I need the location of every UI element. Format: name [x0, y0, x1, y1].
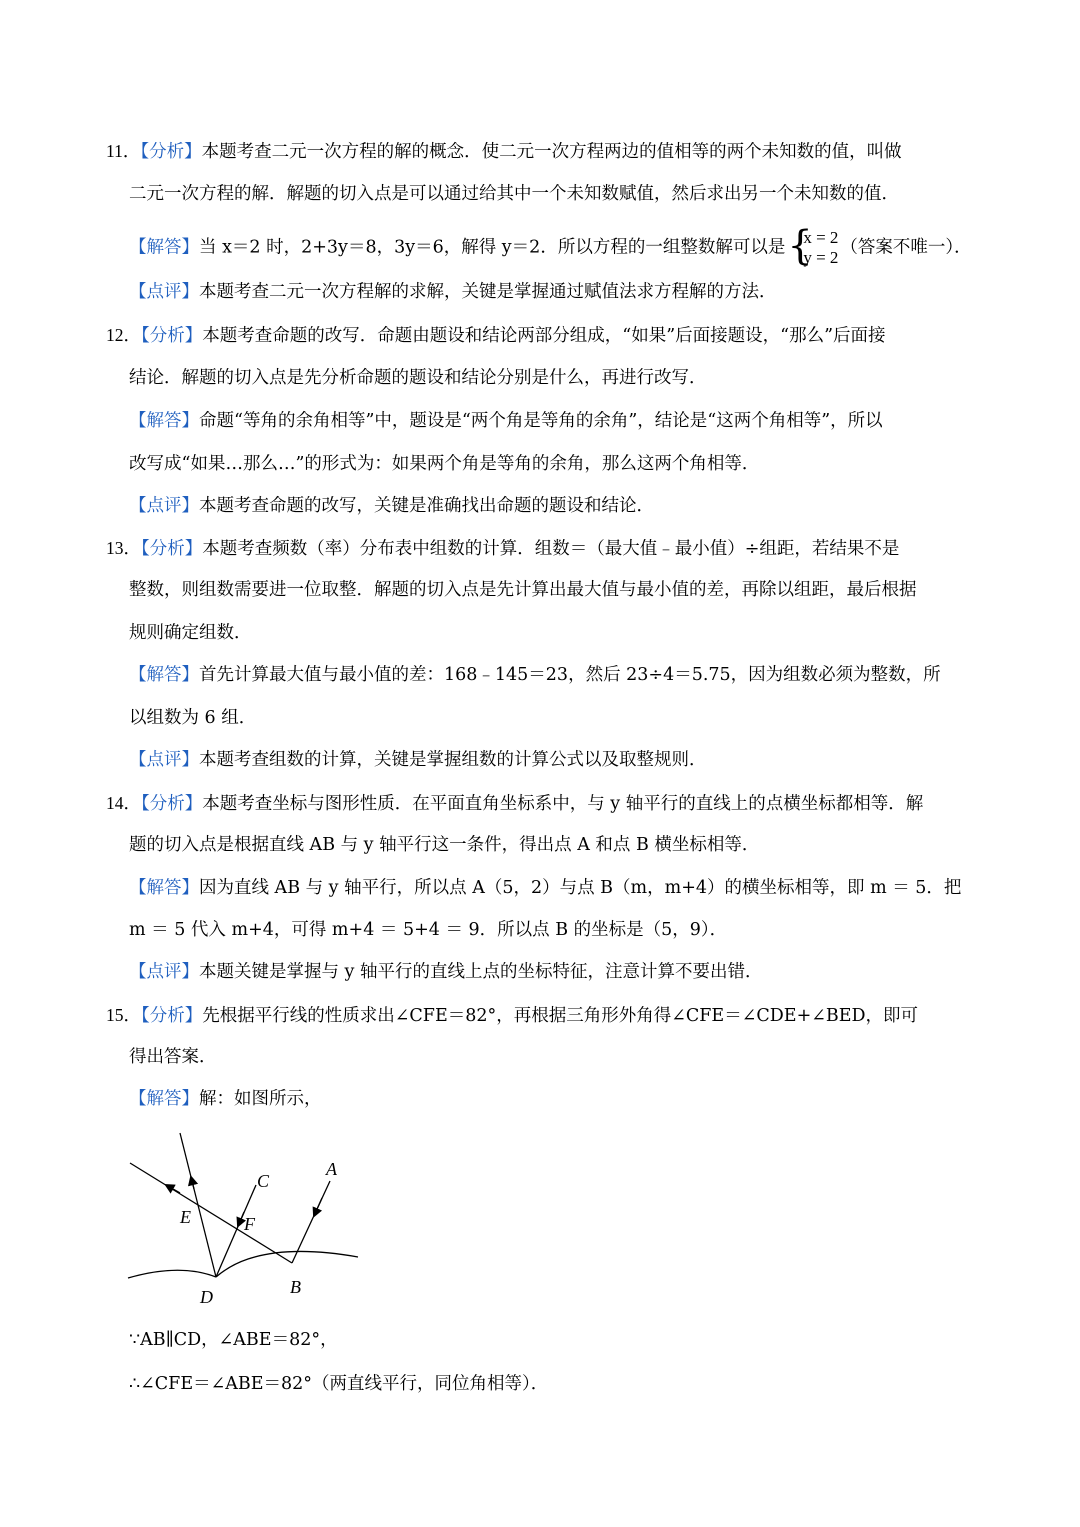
- q11-system-row-2: y = 2: [803, 248, 839, 267]
- q14-answer-line-1: [129, 875, 961, 901]
- q11-analysis-tag: 【分析】: [140, 142, 202, 162]
- left-brace-icon: {: [787, 223, 813, 269]
- ray-de-arrow: [191, 1177, 194, 1189]
- q12-comment-line: [129, 493, 654, 519]
- q13-analysis-line-1: [106, 535, 899, 562]
- q12-analysis-text-1: 本题考查命题的改写．命题由题设和结论两部分组成，“如果”后面接题设，“那么”后面接: [202, 326, 886, 346]
- ray-ab: [292, 1181, 330, 1263]
- q13-analysis-line-2: 整数，则组数需要进一位取整．解题的切入点是先计算出最大值与最小值的差，再除以组距，最后根据: [129, 580, 917, 600]
- q15-analysis-line-2: 得出答案．: [129, 1047, 217, 1067]
- q12-answer-tag: 【解答】: [129, 411, 199, 431]
- right-curve: [216, 1251, 358, 1277]
- q15-analysis-tag: 【分析】: [141, 1006, 203, 1026]
- q13-number: 13．: [106, 538, 141, 558]
- q13-answer-line-2: 以组数为 6 组．: [129, 708, 257, 728]
- left-curve: [128, 1270, 216, 1278]
- q11-answer-tag: 【解答】: [129, 237, 199, 258]
- q15-answer-tag: 【解答】: [129, 1089, 199, 1109]
- q15-analysis-text-1: 先根据平行线的性质求出∠CFE＝82°，再根据三角形外角得∠CFE＝∠CDE+∠BED，即可: [202, 1006, 919, 1026]
- q14-answer-text-1: 因为直线 AB 与 y 轴平行，所以点 A（5，2）与点 B（m，m+4）的横坐标相等，即 m ＝ 5．把: [199, 878, 962, 898]
- q12-answer-line-1: [129, 408, 883, 434]
- ray-ab-arrow: [314, 1198, 322, 1216]
- q12-comment-tag: 【点评】: [129, 496, 199, 516]
- q15-answer-line-1: [129, 1086, 322, 1112]
- q12-comment-text: 本题考查命题的改写，关键是准确找出命题的题设和结论．: [199, 496, 654, 516]
- q14-analysis-text-1: 本题考查坐标与图形性质．在平面直角坐标系中，与 y 轴平行的直线上的点横坐标都相等．解: [202, 794, 924, 814]
- label-b: B: [290, 1277, 301, 1297]
- q14-answer-line-2: m ＝ 5 代入 m+4，可得 m+4 ＝ 5+4 ＝ 9．所以点 B 的坐标是（5，9）．: [129, 920, 728, 940]
- q11-comment-text: 本题考查二元一次方程解的求解，关键是掌握通过赋值法求方程解的方法．: [199, 282, 777, 302]
- label-a: A: [326, 1159, 337, 1179]
- q12-answer-line-2: 改写成“如果…那么…”的形式为：如果两个角是等角的余角，那么这两个角相等．: [129, 454, 760, 474]
- q11-system-row-1: x = 2: [803, 228, 839, 247]
- q14-analysis-line-1: [106, 790, 923, 817]
- q14-comment-text: 本题关键是掌握与 y 轴平行的直线上点的坐标特征，注意计算不要出错．: [199, 962, 763, 982]
- q13-comment-text: 本题考查组数的计算，关键是掌握组数的计算公式以及取整规则．: [199, 750, 707, 770]
- line-be-arrow: [166, 1185, 180, 1193]
- q14-comment-line: [129, 959, 763, 985]
- q11-number: 11．: [106, 141, 141, 161]
- q11-comment-line: [129, 279, 777, 305]
- q13-analysis-line-3: 规则确定组数．: [129, 623, 252, 643]
- q14-comment-tag: 【点评】: [129, 962, 199, 982]
- label-d: D: [200, 1287, 213, 1307]
- q11-equation-system: [787, 223, 839, 269]
- q13-answer-text-1: 首先计算最大值与最小值的差：168﹣145＝23，然后 23÷4＝5.75，因为组数必须为整数，所: [199, 665, 941, 685]
- label-e: E: [180, 1207, 191, 1227]
- q13-comment-line: [129, 747, 707, 773]
- q14-number: 14．: [106, 793, 141, 813]
- q11-answer-line: [129, 223, 972, 269]
- q15-geometry-figure: [120, 1125, 370, 1315]
- q11-answer-text: 当 x＝2 时，2+3y＝8，3y＝6，解得 y＝2．所以方程的一组整数解可以是: [199, 237, 786, 258]
- q11-answer-note: （答案不唯一）．: [840, 237, 972, 258]
- q13-comment-tag: 【点评】: [129, 750, 199, 770]
- q11-comment-tag: 【点评】: [129, 282, 199, 302]
- q15-step-2: ∴∠CFE＝∠ABE＝82°（两直线平行，同位角相等）．: [129, 1374, 549, 1394]
- q14-analysis-tag: 【分析】: [141, 794, 203, 814]
- q11-analysis-line-2: 二元一次方程的解．解题的切入点是可以通过给其中一个未知数赋值，然后求出另一个未知数的值．: [129, 184, 899, 204]
- q12-analysis-tag: 【分析】: [141, 326, 203, 346]
- q12-answer-text-1: 命题“等角的余角相等”中，题设是“两个角是等角的余角”，结论是“这两个角相等”，所以: [199, 411, 883, 431]
- label-f: F: [244, 1214, 255, 1234]
- q12-analysis-line-2: 结论．解题的切入点是先分析命题的题设和结论分别是什么，再进行改写．: [129, 368, 707, 388]
- q15-number: 15．: [106, 1005, 141, 1025]
- q14-answer-tag: 【解答】: [129, 878, 199, 898]
- q15-answer-text-1: 解：如图所示，: [199, 1089, 322, 1109]
- q11-analysis-text-1: 本题考查二元一次方程的解的概念．使二元一次方程两边的值相等的两个未知数的值，叫做: [201, 142, 902, 162]
- q12-analysis-line-1: [106, 322, 886, 349]
- q15-analysis-line-1: [106, 1002, 918, 1029]
- q13-analysis-tag: 【分析】: [141, 539, 203, 559]
- label-c: C: [257, 1171, 270, 1191]
- q11-analysis-line-1: [106, 138, 902, 165]
- q15-step-1: ∵AB∥CD，∠ABE＝82°，: [129, 1330, 338, 1350]
- q12-number: 12．: [106, 325, 141, 345]
- q14-analysis-line-2: 题的切入点是根据直线 AB 与 y 轴平行这一条件，得出点 A 和点 B 横坐标相等．: [129, 835, 760, 855]
- q13-analysis-text-1: 本题考查频数（率）分布表中组数的计算．组数＝（最大值﹣最小值）÷组距，若结果不是: [202, 539, 900, 559]
- q13-answer-line-1: [129, 662, 941, 688]
- q13-answer-tag: 【解答】: [129, 665, 199, 685]
